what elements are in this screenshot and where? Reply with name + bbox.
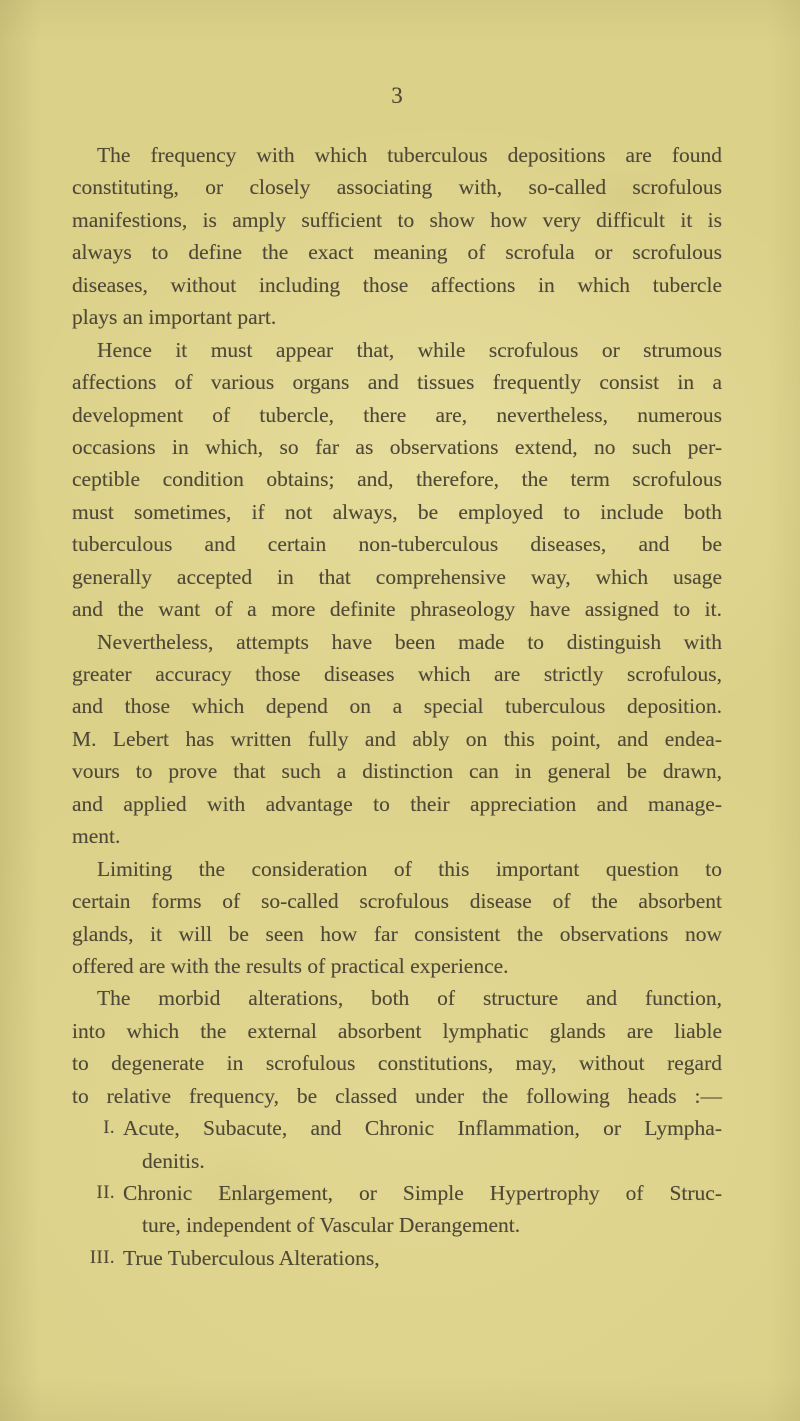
list-numeral: I. (103, 1118, 115, 1139)
list-line (72, 1242, 722, 1274)
list-item-text: Acute, Subacute, and Chronic Inflammation, or Lympha- (123, 1116, 722, 1141)
text-line: into which the external absorbent lymphatic glands are liable (72, 1018, 722, 1043)
text-line: manifestions, is amply sufficient to show how very difficult it is (72, 207, 722, 232)
text-line: to degenerate in scrofulous constitutions, may, without regard (72, 1051, 722, 1076)
text-line: and the want of a more definite phraseology have assigned to it. (72, 597, 722, 622)
text-line: The frequency with which tuberculous depositions are found (97, 143, 722, 167)
text-line: ment. (72, 824, 121, 849)
text-line: to relative frequency, be classed under the following heads :— (72, 1083, 722, 1108)
list-numeral: III. (89, 1247, 115, 1268)
text-line: and those which depend on a special tuberculous deposition. (72, 694, 722, 719)
text-block (72, 139, 722, 1274)
text-line: always to define the exact meaning of scrofula or scrofulous (72, 240, 722, 265)
text-line: tuberculous and certain non-tuberculous diseases, and be (72, 532, 722, 557)
list-item-text: Chronic Enlargement, or Simple Hypertrophy of Struc- (123, 1181, 722, 1205)
text-line: vours to prove that such a distinction can in general be drawn, (72, 759, 722, 784)
text-line: offered are with the results of practical experience. (72, 953, 509, 978)
text-line: development of tubercle, there are, nevertheless, numerous (72, 402, 722, 427)
text-line: generally accepted in that comprehensive way, which usage (72, 564, 722, 589)
text-line: ture, independent of Vascular Derangement. (142, 1213, 521, 1238)
text-line: Hence it must appear that, while scrofulous or strumous (97, 337, 722, 362)
list-numeral: II. (96, 1183, 115, 1203)
text-line: Nevertheless, attempts have been made to distinguish with (97, 629, 722, 654)
text-line: certain forms of so-called scrofulous disease of the absorbent (72, 889, 722, 914)
text-line: constituting, or closely associating with, so-called scrofulous (72, 175, 722, 200)
text-line: Limiting the consideration of this important question to (97, 856, 722, 881)
text-line: glands, it will be seen how far consistent the observations now (72, 921, 722, 946)
text-line: and applied with advantage to their appreciation and manage- (72, 791, 722, 816)
page-number: 3 (391, 83, 403, 108)
text-line: occasions in which, so far as observations extend, no such per- (72, 434, 722, 459)
list-line (72, 1112, 722, 1144)
text-line: The morbid alterations, both of structure and function, (97, 986, 722, 1011)
list-line (72, 1177, 722, 1209)
text-line: denitis. (142, 1148, 205, 1173)
text-line: greater accuracy those diseases which are strictly scrofulous, (72, 662, 722, 686)
text-line: must sometimes, if not always, be employed to include both (72, 499, 722, 524)
text-line: ceptible condition obtains; and, therefore, the term scrofulous (72, 467, 722, 492)
text-line: M. Lebert has written fully and ably on this point, and endea- (72, 726, 722, 751)
text-line: diseases, without including those affections in which tubercle (72, 272, 722, 297)
list-item-text: True Tuberculous Alterations, (123, 1245, 380, 1270)
text-line: plays an important part. (72, 305, 277, 330)
text-line: affections of various organs and tissues frequently consist in a (72, 370, 722, 395)
